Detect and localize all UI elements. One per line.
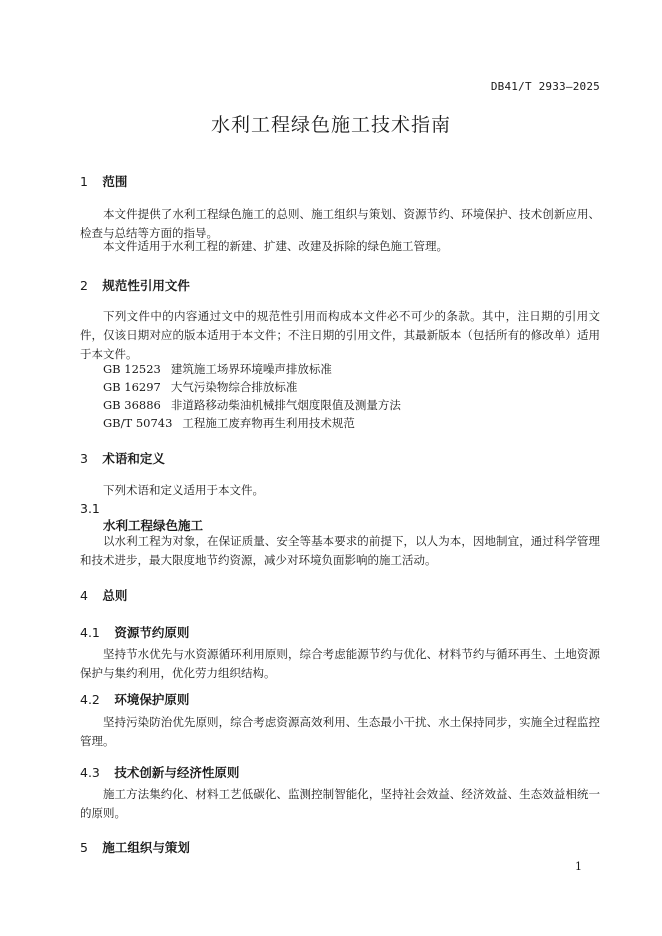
section-heading-terms <box>80 449 165 467</box>
section-title: 术语和定义 <box>102 451 165 466</box>
section-heading-general <box>80 586 127 604</box>
terms-intro-paragraph: 下列术语和定义适用于本文件。 <box>103 483 264 497</box>
reference-name: 非道路移动柴油机械排气烟度限值及测量方法 <box>170 398 401 412</box>
scope-paragraph-1: 本文件提供了水利工程绿色施工的总则、施工组织与策划、资源节约、环境保护、技术创新应用、检查与总结等方面的指导。 <box>80 207 600 240</box>
term-definition: 以水利工程为对象，在保证质量、安全等基本要求的前提下，以人为本，因地制宜，通过科学管理和技术进步，最大限度地节约资源，减少对环境负面影响的施工活动。 <box>80 534 600 567</box>
reference-item <box>103 397 401 413</box>
subsection-title: 环境保护原则 <box>114 692 190 707</box>
subsection-heading-innovation <box>80 763 239 781</box>
section-title: 规范性引用文件 <box>102 278 190 293</box>
reference-code: GB 12523 <box>103 362 161 376</box>
reference-item <box>103 361 332 377</box>
subsection-number: 4.2 <box>80 692 100 707</box>
resource-saving-paragraph: 坚持节水优先与水资源循环利用原则，综合考虑能源节约与优化、材料节约与循环再生、土地资源保护与集约利用，优化劳力组织结构。 <box>80 647 600 680</box>
section-heading-normative-references <box>80 276 190 294</box>
reference-item <box>103 415 355 431</box>
section-title: 施工组织与策划 <box>102 840 190 855</box>
reference-name: 建筑施工场界环境噪声排放标准 <box>170 362 332 376</box>
subsection-title: 资源节约原则 <box>114 625 190 640</box>
page-title: 水利工程绿色施工技术指南 <box>210 114 451 136</box>
innovation-paragraph: 施工方法集约化、材料工艺低碳化、监测控制智能化，坚持社会效益、经济效益、生态效益相统一的原则。 <box>80 787 600 820</box>
section-number: 5 <box>80 840 88 855</box>
reference-name: 工程施工废弃物再生利用技术规范 <box>182 416 355 430</box>
subsection-title: 技术创新与经济性原则 <box>114 765 240 780</box>
scope-paragraph-2: 本文件适用于水利工程的新建、扩建、改建及拆除的绿色施工管理。 <box>103 239 448 253</box>
term-number: 3.1 <box>80 501 100 516</box>
reference-code: GB/T 50743 <box>103 416 173 430</box>
subsection-heading-environment <box>80 690 189 708</box>
standard-code: DB41/T 2933—2025 <box>490 80 600 93</box>
subsection-heading-resource-saving <box>80 623 189 641</box>
reference-code: GB 36886 <box>103 398 161 412</box>
reference-code: GB 16297 <box>103 380 161 394</box>
section-heading-organization <box>80 838 190 856</box>
section-title: 范围 <box>102 174 128 189</box>
section-number: 3 <box>80 451 88 466</box>
section-title: 总则 <box>102 588 128 603</box>
references-intro-paragraph: 下列文件中的内容通过文中的规范性引用而构成本文件必不可少的条款。其中，注日期的引用文件，仅该日期对应的版本适用于本文件；不注日期的引用文件，其最新版本（包括所有的修改单）适用于本文件。 <box>80 309 600 361</box>
subsection-number: 4.3 <box>80 765 100 780</box>
reference-item <box>103 379 297 395</box>
section-number: 4 <box>80 588 88 603</box>
section-number: 1 <box>80 174 88 189</box>
page-number: 1 <box>575 860 582 873</box>
subsection-number: 4.1 <box>80 625 100 640</box>
reference-name: 大气污染物综合排放标准 <box>170 380 298 394</box>
section-heading-scope <box>80 172 127 190</box>
section-number: 2 <box>80 278 88 293</box>
term-name: 水利工程绿色施工 <box>103 518 204 533</box>
environment-paragraph: 坚持污染防治优先原则，综合考虑资源高效利用、生态最小干扰、水土保持同步，实施全过程监控管理。 <box>80 715 600 748</box>
